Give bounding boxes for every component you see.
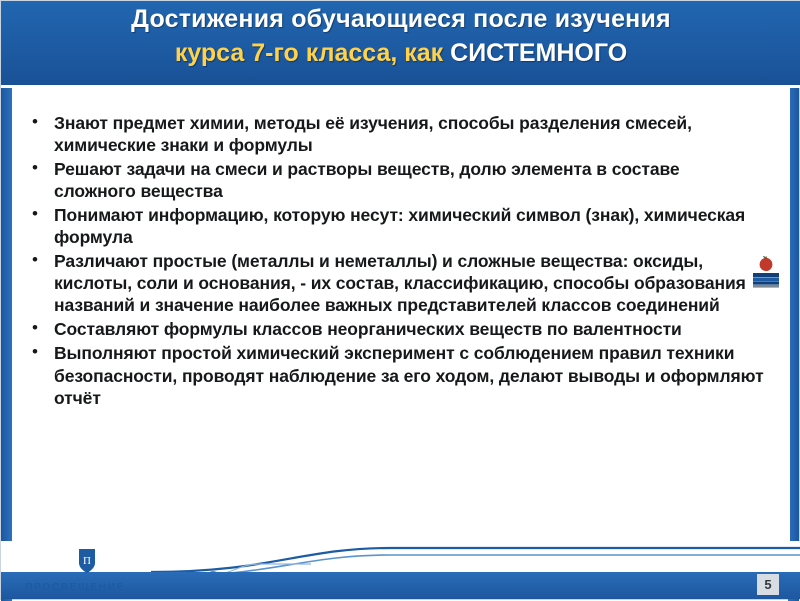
list-item: • Составляют формулы классов неорганических веществ по валентности: [22, 318, 764, 340]
footer: [1, 541, 800, 599]
list-item: • Выполняют простой химический эксперимент с соблюдением правил техники безопасности, проводят наблюдение за его ходом, делают выводы и оформляют отчёт: [22, 342, 764, 408]
page-title-white: СИСТЕМНОГО: [450, 39, 628, 67]
page-number: 5: [757, 574, 779, 595]
page-title-line1: Достижения обучающиеся после изучения: [131, 5, 671, 33]
content-area: [12, 88, 790, 543]
list-item: • Решают задачи на смеси и растворы веществ, долю элемента в составе сложного вещества: [22, 158, 764, 202]
title-band: [1, 1, 800, 88]
list-item: • Знают предмет химии, методы её изучения, способы разделения смесей, химические знаки и формулы: [22, 112, 764, 156]
publisher-name: ПРОСВЕЩЕНИЕ: [25, 581, 125, 593]
svg-text:П: П: [83, 555, 91, 567]
list-item: • Различают простые (металлы и неметаллы) и сложные вещества: оксиды, кислоты, соли и основания, - их состав, классификацию, способы образования названий и значение наиболее важных представителей классов соединений: [22, 250, 764, 316]
page-title-highlight: курса 7-го класса, как: [174, 39, 444, 67]
left-accent-rail: [1, 88, 12, 601]
bullet-list: [12, 88, 790, 409]
list-item: • Понимают информацию, которую несут: химический символ (знак), химическая формула: [22, 204, 764, 248]
page-title-line2: [1, 39, 800, 68]
apple-on-book-icon: [751, 255, 781, 289]
